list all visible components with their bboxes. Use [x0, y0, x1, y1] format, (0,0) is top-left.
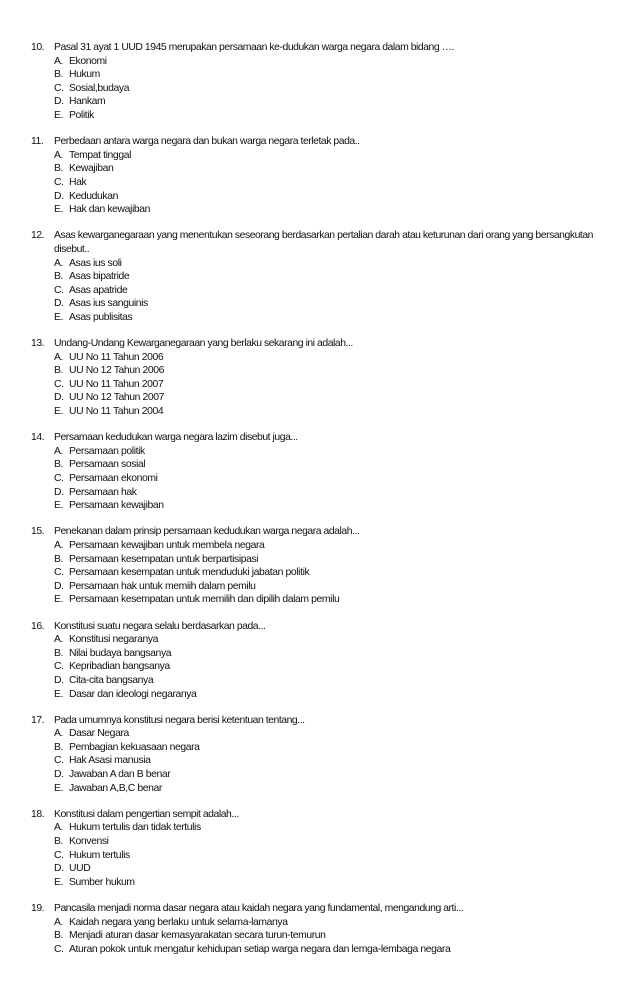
question-item — [31, 41, 621, 123]
option-letter: D. — [54, 298, 64, 310]
answer-option — [54, 190, 621, 204]
option-text: Asas bipatride — [69, 271, 130, 283]
question-number: 10. — [31, 42, 45, 53]
option-letter: A. — [54, 149, 64, 161]
option-letter: C. — [54, 849, 64, 861]
question-list — [31, 41, 621, 969]
answer-option — [54, 566, 621, 580]
question-number: 15. — [31, 526, 45, 538]
option-text: Kewajiban — [69, 163, 114, 175]
answer-option — [54, 539, 621, 553]
question-item — [31, 525, 621, 607]
answer-option — [54, 55, 621, 69]
option-text: Menjadi aturan dasar kemasyarakatan secara turun-temurun — [69, 930, 326, 942]
option-list — [54, 55, 621, 123]
option-letter: E. — [54, 594, 64, 606]
answer-option — [54, 82, 621, 96]
answer-option — [54, 378, 621, 392]
option-text: Persamaan kewajiban untuk membela negara — [69, 539, 265, 551]
answer-option — [54, 149, 621, 163]
option-text: UUD — [69, 863, 91, 875]
answer-option — [54, 580, 621, 594]
option-text: Asas ius soli — [69, 257, 122, 269]
option-text: Sumber hukum — [69, 876, 135, 888]
option-text: Hukum tertulis dan tidak tertulis — [69, 822, 201, 834]
answer-option — [54, 929, 621, 943]
option-letter: C. — [54, 661, 64, 673]
option-text: Hak dan kewajiban — [69, 204, 150, 216]
question-item — [31, 229, 621, 324]
answer-option — [54, 660, 621, 674]
option-text: Kepribadian bangsanya — [69, 661, 170, 673]
answer-option — [54, 821, 621, 835]
question-number: 16. — [31, 620, 45, 632]
option-list — [54, 633, 621, 701]
question-item — [31, 431, 621, 513]
option-letter: B. — [54, 271, 64, 283]
option-text: Kaidah negara yang berlaku untuk selama-lamanya — [69, 916, 288, 928]
option-text: Hak — [69, 176, 87, 188]
option-text: UU No 12 Tahun 2006 — [69, 365, 165, 377]
option-letter: C. — [54, 378, 64, 390]
question-line — [31, 902, 621, 916]
option-letter: D. — [54, 769, 64, 781]
option-letter: E. — [54, 109, 64, 121]
question-text: Penekanan dalam prinsip persamaan kedudukan warga negara adalah... — [54, 526, 360, 538]
question-number: 18. — [31, 808, 45, 820]
option-text: Aturan pokok untuk mengatur kehidupan setiap warga negara dan lemga-lembaga negara — [69, 943, 451, 955]
answer-option — [54, 727, 621, 741]
option-letter: A. — [54, 351, 64, 363]
question-line — [31, 620, 621, 634]
answer-option — [54, 876, 621, 890]
option-text: Tempat tinggal — [69, 149, 131, 161]
option-letter: E. — [54, 204, 64, 216]
question-number: 11. — [31, 136, 44, 148]
option-text: Kedudukan — [69, 190, 118, 202]
answer-option — [54, 95, 621, 109]
option-text: UU No 11 Tahun 2007 — [69, 378, 164, 390]
question-line — [31, 337, 621, 351]
option-list — [54, 257, 621, 325]
option-text: UU No 11 Tahun 2006 — [69, 351, 164, 363]
option-text: Hak Asasi manusia — [69, 755, 151, 767]
option-text: Asas publisitas — [69, 311, 133, 323]
option-text: Hankam — [69, 96, 106, 108]
option-text: Persamaan kewajiban — [69, 500, 164, 512]
answer-option — [54, 782, 621, 796]
answer-option — [54, 405, 621, 419]
option-letter: C. — [54, 176, 64, 188]
option-letter: D. — [54, 580, 64, 592]
question-text: Pada umumnya konstitusi negara berisi ketentuan tentang... — [54, 714, 305, 726]
option-letter: D. — [54, 392, 64, 404]
answer-option — [54, 943, 621, 957]
option-text: Persamaan hak — [69, 486, 137, 498]
question-line — [31, 135, 621, 149]
option-text: Persamaan sosial — [69, 459, 146, 471]
option-letter: A. — [54, 539, 64, 551]
question-line — [31, 229, 621, 256]
option-text: Konvensi — [69, 836, 109, 848]
option-letter: C. — [54, 943, 64, 955]
answer-option — [54, 916, 621, 930]
option-text: Asas apatride — [69, 284, 128, 296]
option-letter: B. — [54, 459, 64, 471]
question-number: 14. — [31, 432, 45, 444]
option-letter: A. — [54, 916, 64, 928]
option-letter: A. — [54, 55, 64, 67]
option-letter: D. — [54, 863, 64, 875]
option-letter: C. — [54, 755, 64, 767]
option-text: Persamaan kesempatan untuk menduduki jabatan politik — [69, 567, 310, 579]
option-letter: C. — [54, 567, 64, 579]
answer-option — [54, 351, 621, 365]
answer-option — [54, 297, 621, 311]
option-letter: E. — [54, 688, 64, 700]
answer-option — [54, 257, 621, 271]
option-letter: E. — [54, 782, 64, 794]
answer-option — [54, 849, 621, 863]
answer-option — [54, 458, 621, 472]
option-list — [54, 351, 621, 419]
option-text: Nilai budaya bangsanya — [69, 647, 172, 659]
option-letter: E. — [54, 500, 64, 512]
option-letter: A. — [54, 822, 64, 834]
answer-option — [54, 499, 621, 513]
option-text: UU No 12 Tahun 2007 — [69, 392, 165, 404]
answer-option — [54, 754, 621, 768]
option-letter: A. — [54, 257, 64, 269]
answer-option — [54, 647, 621, 661]
option-letter: B. — [54, 930, 64, 942]
question-item — [31, 337, 621, 419]
option-list — [54, 149, 621, 217]
option-text: Pembagian kekuasaan negara — [69, 741, 200, 753]
question-line — [31, 525, 621, 539]
answer-option — [54, 741, 621, 755]
option-text: Asas ius sanguinis — [69, 298, 148, 310]
answer-option — [54, 472, 621, 486]
option-list — [54, 821, 621, 889]
option-text: Persamaan kesempatan untuk berpartisipasi — [69, 553, 259, 565]
option-letter: C. — [54, 473, 64, 484]
question-text: Undang-Undang Kewarganegaraan yang berlaku sekarang ini adalah... — [54, 338, 353, 350]
option-text: Persamaan kesempatan untuk memilih dan dipilih dalam pemilu — [69, 594, 340, 606]
option-list — [54, 916, 621, 957]
option-letter: B. — [54, 163, 64, 175]
question-number: 13. — [31, 338, 45, 350]
question-number: 12. — [31, 230, 45, 242]
question-text: Konstitusi dalam pengertian sempit adalah... — [54, 808, 239, 820]
question-item — [31, 902, 621, 956]
option-text: Ekonomi — [69, 55, 107, 67]
option-letter: B. — [54, 836, 64, 848]
answer-option — [54, 364, 621, 378]
option-letter: E. — [54, 876, 64, 888]
question-text: Pancasila menjadi norma dasar negara atau kaidah negara yang fundamental, mengandung arti... — [54, 903, 464, 914]
option-text: Hukum tertulis — [69, 849, 130, 861]
option-letter: B. — [54, 365, 64, 377]
question-line — [31, 808, 621, 822]
option-letter: C. — [54, 82, 64, 94]
answer-option — [54, 391, 621, 405]
option-text: Jawaban A,B,C benar — [69, 782, 162, 794]
answer-option — [54, 674, 621, 688]
answer-option — [54, 176, 621, 190]
option-letter: D. — [54, 190, 64, 202]
answer-option — [54, 203, 621, 217]
question-line — [31, 714, 621, 728]
option-text: Konstitusi negaranya — [69, 634, 159, 646]
option-letter: E. — [54, 311, 64, 323]
option-text: Dasar dan ideologi negaranya — [69, 688, 197, 700]
option-list — [54, 445, 621, 513]
option-text: Persamaan hak untuk memiih dalam pemilu — [69, 580, 256, 592]
answer-option — [54, 162, 621, 176]
question-item — [31, 714, 621, 796]
option-text: Jawaban A dan B benar — [69, 769, 171, 781]
option-text: Sosial,budaya — [69, 82, 130, 94]
question-text: Persamaan kedudukan warga negara lazim disebut juga... — [54, 432, 298, 444]
question-text: Pasal 31 ayat 1 UUD 1945 merupakan persamaan ke-dudukan warga negara dalam bidang …. — [54, 42, 455, 53]
question-line — [31, 431, 621, 445]
answer-option — [54, 862, 621, 876]
option-list — [54, 727, 621, 795]
answer-option — [54, 270, 621, 284]
answer-option — [54, 445, 621, 459]
answer-option — [54, 688, 621, 702]
option-letter: D. — [54, 674, 64, 686]
option-letter: A. — [54, 728, 64, 740]
option-letter: C. — [54, 284, 64, 296]
question-text: Perbedaan antara warga negara dan bukan warga negara terletak pada.. — [54, 136, 360, 148]
answer-option — [54, 109, 621, 123]
option-text: Persamaan ekonomi — [69, 473, 158, 484]
question-number: 17. — [31, 714, 45, 726]
answer-option — [54, 835, 621, 849]
answer-option — [54, 284, 621, 298]
answer-option — [54, 593, 621, 607]
option-letter: B. — [54, 647, 64, 659]
question-text: Asas kewarganegaraan yang menentukan seseorang berdasarkan pertalian darah atau keturunan dari orang yang bersangkutan disebut.. — [54, 230, 593, 255]
option-letter: D. — [54, 96, 64, 108]
question-item — [31, 808, 621, 890]
question-number: 19. — [31, 903, 45, 914]
option-letter: B. — [54, 69, 64, 81]
option-letter: E. — [54, 406, 64, 418]
option-text: UU No 11 Tahun 2004 — [69, 406, 164, 418]
option-letter: D. — [54, 486, 64, 498]
question-text: Konstitusi suatu negara selalu berdasarkan pada... — [54, 620, 266, 632]
option-letter: A. — [54, 634, 64, 646]
question-item — [31, 620, 621, 702]
option-text: Hukum — [69, 69, 100, 81]
question-item — [31, 135, 621, 217]
option-letter: A. — [54, 445, 64, 457]
answer-option — [54, 553, 621, 567]
question-line — [31, 41, 621, 55]
answer-option — [54, 68, 621, 82]
option-text: Dasar Negara — [69, 728, 129, 740]
option-text: Cita-cita bangsanya — [69, 674, 154, 686]
option-letter: B. — [54, 741, 64, 753]
option-text: Politik — [69, 109, 94, 121]
answer-option — [54, 486, 621, 500]
option-list — [54, 539, 621, 607]
option-letter: B. — [54, 553, 64, 565]
answer-option — [54, 311, 621, 325]
option-text: Persamaan politik — [69, 445, 145, 457]
answer-option — [54, 633, 621, 647]
answer-option — [54, 768, 621, 782]
